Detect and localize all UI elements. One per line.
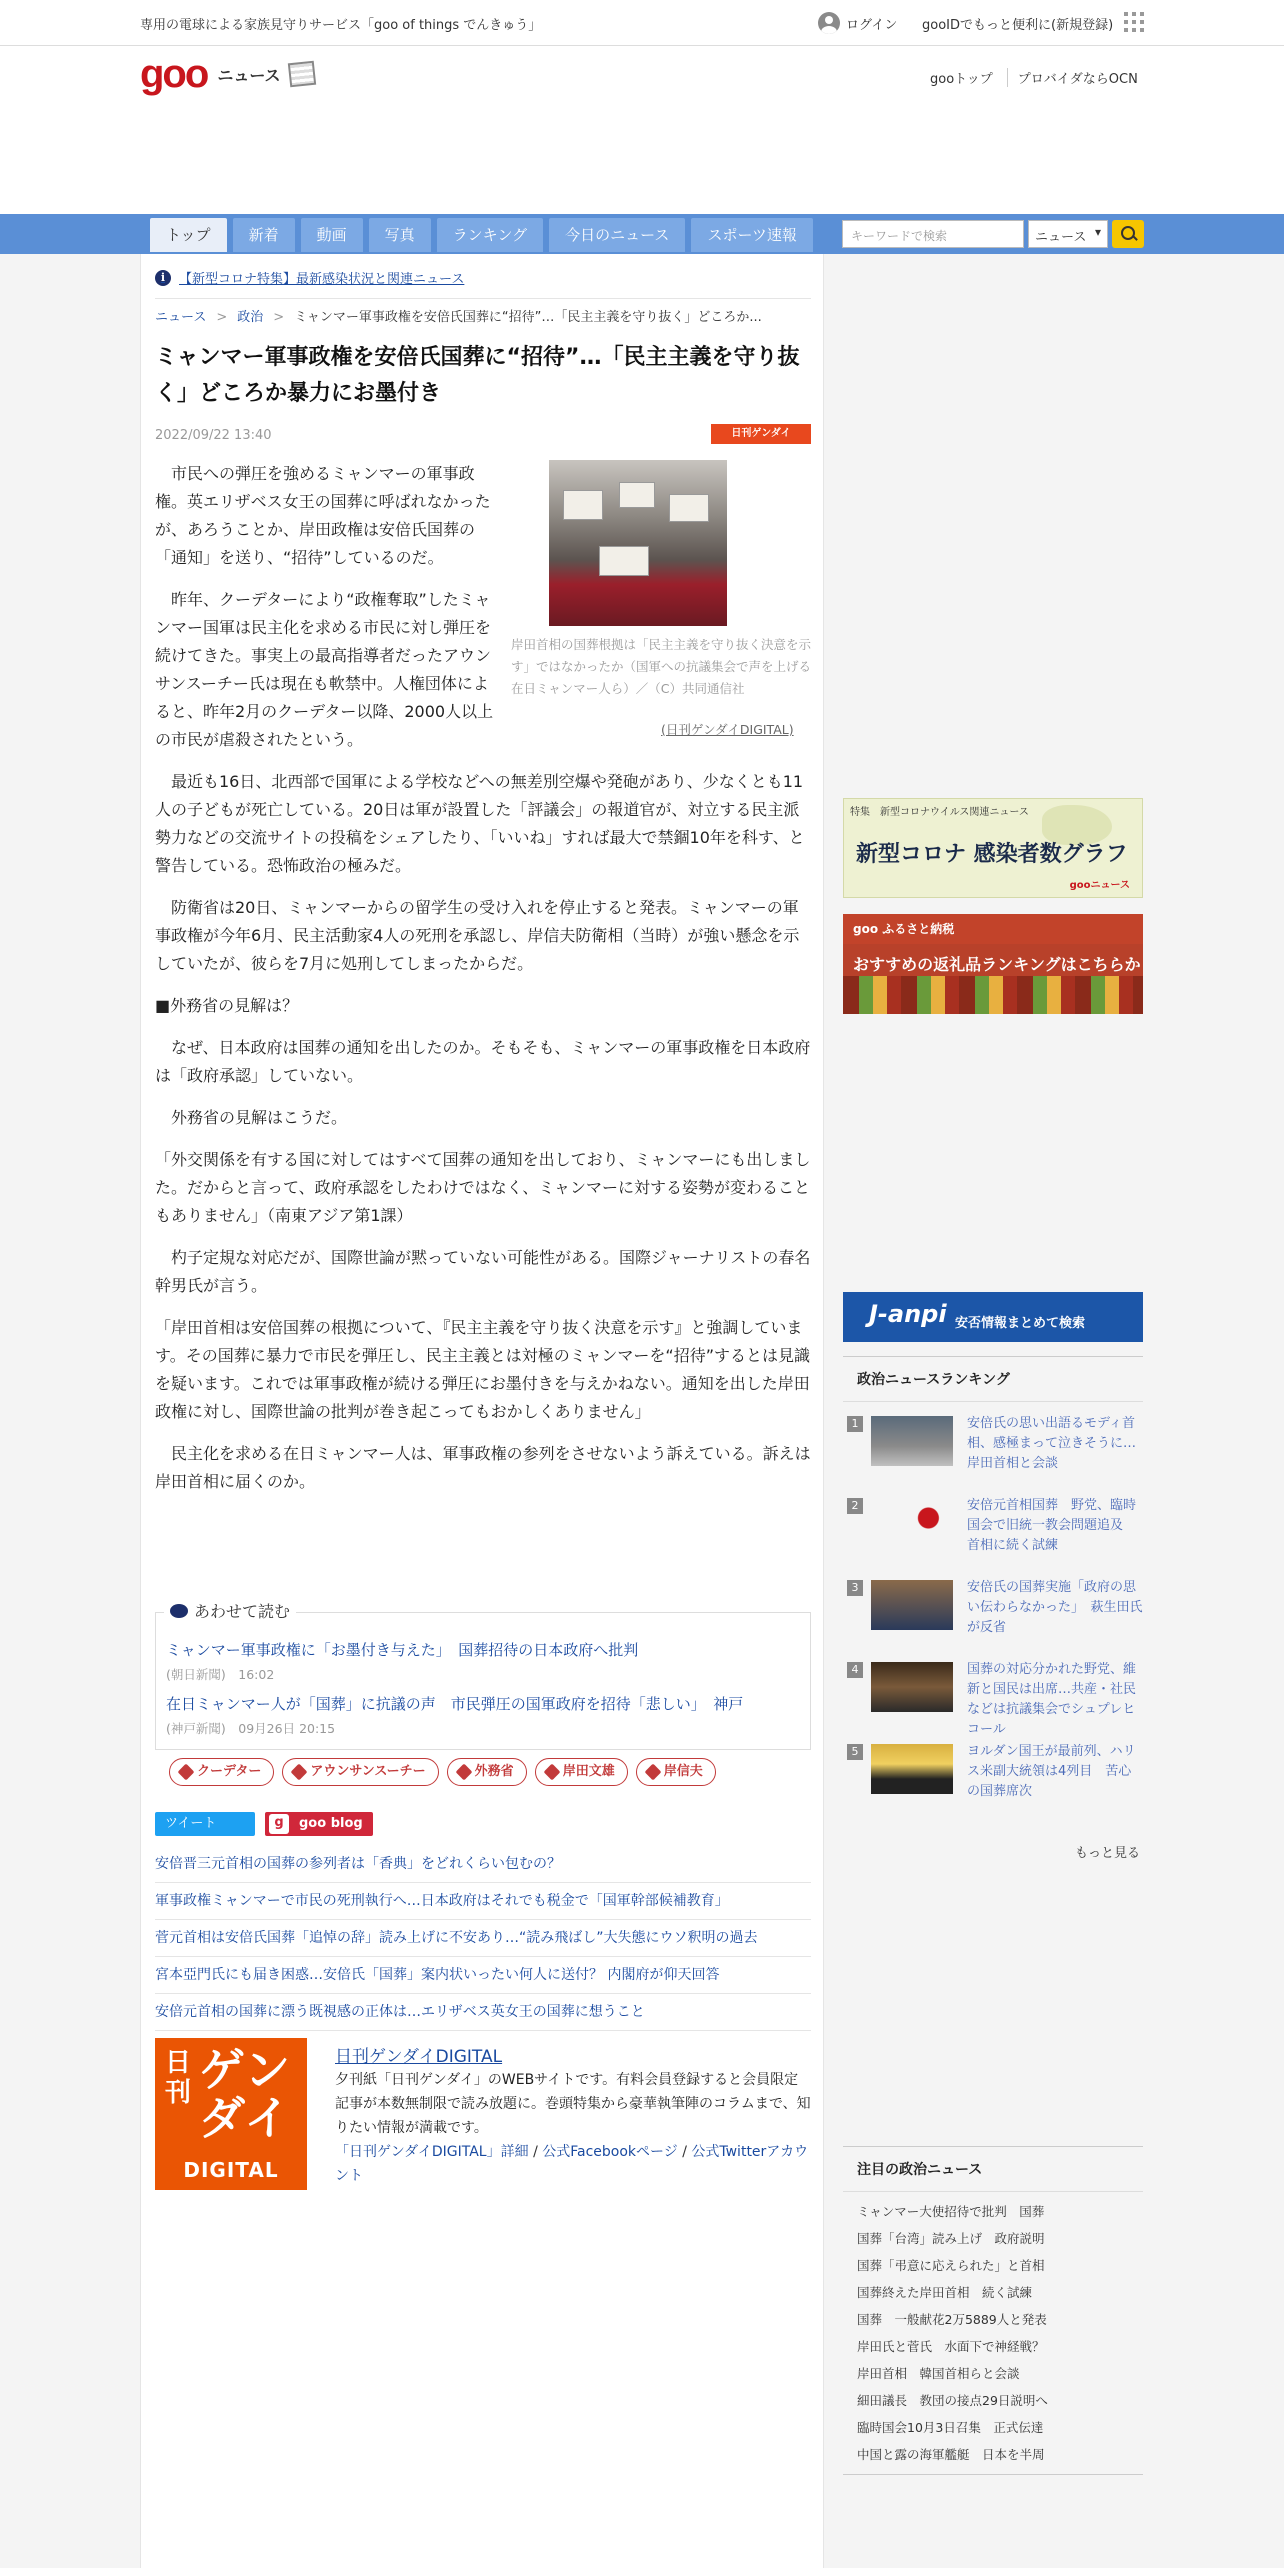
tag-label: アウンサンスーチー — [310, 1764, 426, 1779]
newspaper-icon — [287, 61, 315, 88]
focus-news-link[interactable]: 臨時国会10月3日召集 正式伝達 — [857, 2420, 1044, 2435]
furusato-banner[interactable] — [843, 914, 1143, 1014]
news-section-label: ニュース — [217, 65, 281, 85]
tag-suu-kyi[interactable] — [282, 1758, 438, 1786]
more-article-link[interactable]: 軍事政権ミャンマーで市民の死刑執行へ…日本政府はそれでも税金で「国軍幹部候補教育」 — [155, 1883, 811, 1920]
more-articles-list — [155, 1846, 811, 2031]
tag-label: 外務省 — [474, 1764, 514, 1779]
tab-top[interactable]: トップ — [150, 218, 227, 252]
focus-news-list — [857, 2198, 1143, 2468]
apps-grid-icon[interactable] — [1124, 12, 1144, 32]
divider — [155, 298, 811, 299]
article-paragraph: 市民への弾圧を強めるミャンマーの軍事政権。英エリザベス女王の国葬に呼ばれなかったが、あろうことか、岸田政権は安倍氏国葬の「通知」を送り、“招待”しているのだ。 — [155, 464, 491, 567]
focus-news-link[interactable]: ミャンマー大使招待で批判 国葬 — [857, 2204, 1045, 2219]
tag-label: クーデター — [197, 1764, 262, 1779]
breadcrumb-separator: > — [216, 310, 228, 325]
ranking-thumbnail — [871, 1416, 953, 1466]
publisher-description: 夕刊紙「日刊ゲンダイ」のWEBサイトです。有料会員登録すると会員限定記事が本数無制限で読み放題に。巻頭特集から豪華執筆陣のコラムまで、知りたい情報が満載です。 — [335, 2072, 811, 2136]
article-paragraph: 昨年、クーデターにより“政権奪取”したミャンマー国軍は民主化を求める市民に対し弾圧を続けてきた。事実上の最高指導者だったアウンサンスーチー氏は現在も軟禁中。人権団体によると、昨年2月のクーデター以降、2000人以上の市民が虐殺されたという。 — [155, 590, 494, 749]
related-articles — [155, 1602, 811, 1750]
related-meta — [166, 1719, 335, 1737]
header-links — [930, 68, 1152, 87]
ranking-heading: 政治ニュースランキング — [843, 1356, 1143, 1402]
focus-news-heading: 注目の政治ニュース — [843, 2146, 1143, 2192]
related-source: (神戸新聞) — [166, 1721, 226, 1736]
article-quote: 「岸田首相は安倍国葬の根拠について、『民主主義を守り抜く決意を示す』と強調しています。その国葬に暴力で市民を弾圧し、民主主義とは対極のミャンマーを“招待”するとは見識を疑います。これでは軍事政権が続ける弾圧にお墨付きを与えかねない。通知を出した岸田政権に対し、国際世論の批判が巻き起こってもおかしくありません」 — [155, 1318, 810, 1421]
photo-credit-link[interactable]: (日刊ゲンダイDIGITAL) — [661, 722, 794, 737]
publisher-logo-digital: DIGITAL — [183, 2158, 279, 2182]
ranking-thumbnail — [871, 1498, 953, 1548]
related-link[interactable]: 在日ミャンマー人が「国葬」に抗議の声 市民弾圧の国軍政府を招待「悲しい」 神戸 — [166, 1695, 744, 1713]
promo-link[interactable]: 専用の電球による家族見守りサービス「goo of things でんきゅう」 — [140, 18, 542, 33]
breadcrumb-separator: > — [273, 310, 285, 325]
article-paragraph: 防衛省は20日、ミャンマーからの留学生の受け入れを停止すると発表。ミャンマーの軍事政権が今年6月、民主活動家4人の死刑を承認し、岸信夫防衛相（当時）が強い懸念を示していたが、彼らを7月に処刑してしまったからだ。 — [155, 898, 800, 973]
source-logo[interactable]: 日刊ゲンダイDIGITAL — [711, 424, 811, 444]
covid-special-link[interactable] — [155, 268, 464, 287]
banner-caption: goo ふるさと納税 — [853, 922, 955, 936]
publisher-facebook-link[interactable]: 公式Facebookページ — [542, 2144, 678, 2160]
publisher-logo-big: ゲンダイ — [199, 2043, 291, 2145]
banner-title: 新型コロナ 感染者数グラフ — [856, 842, 1128, 867]
article-body — [155, 460, 811, 1510]
tag-mofa[interactable] — [447, 1758, 527, 1786]
publisher-twitter-link[interactable]: 公式Twitterアカウント — [335, 2144, 809, 2184]
tab-photo[interactable]: 写真 — [369, 218, 431, 252]
tag-list — [169, 1758, 724, 1786]
more-article-link[interactable]: 安倍晋三元首相の国葬の参列者は「香典」をどれくらい包むの？ — [155, 1846, 811, 1883]
rank-number: 1 — [847, 1416, 863, 1432]
ranking-more-link[interactable]: もっと見る — [1075, 1846, 1141, 1861]
related-source: (朝日新聞) — [166, 1667, 226, 1682]
article-paragraph: 杓子定規な対応だが、国際世論が黙っていない可能性がある。国際ジャーナリストの春名幹男氏が言う。 — [155, 1248, 811, 1295]
ranking-title: 国葬の対応分かれた野党、維新と国民は出席…共産・社民などは抗議集会でシュプレヒコール — [967, 1662, 1137, 1737]
related-time: 16:02 — [238, 1667, 275, 1682]
rank-number: 2 — [847, 1498, 863, 1514]
user-icon — [818, 12, 840, 34]
ranking-item[interactable] — [843, 1414, 1143, 1494]
tag-icon — [644, 1764, 661, 1781]
publisher-logo-small: 日刊 — [165, 2048, 192, 2108]
article-paragraph: なぜ、日本政府は国葬の通知を出したのか。そもそも、ミャンマーの軍事政権を日本政府は「政府承認」していない。 — [155, 1038, 811, 1085]
banner-title: おすすめの返礼品ランキングはこちらか — [853, 955, 1141, 974]
breadcrumb-news[interactable]: ニュース — [155, 310, 207, 325]
tab-video[interactable]: 動画 — [301, 218, 363, 252]
focus-news-link[interactable]: 国葬「弔意に応えられた」と首相 — [857, 2258, 1045, 2273]
ranking-thumbnail — [871, 1744, 953, 1794]
article-title: ミャンマー軍事政権を安倍氏国葬に“招待”…「民主主義を守り抜く」どころか暴力にお墨付き — [155, 345, 800, 406]
nav-bar — [0, 214, 1284, 254]
focus-news-link[interactable]: 中国と露の海軍艦艇 日本を半周 — [857, 2447, 1045, 2462]
breadcrumb-politics[interactable]: 政治 — [237, 310, 264, 325]
breadcrumb-current: ミャンマー軍事政権を安倍氏国葬に“招待”…「民主主義を守り抜く」どころか... — [294, 310, 762, 325]
article-paragraph: 外務省の見解はこうだ。 — [171, 1108, 348, 1127]
tag-coup[interactable] — [169, 1758, 274, 1786]
rank-number: 3 — [847, 1580, 863, 1596]
related-heading-text: あわせて読む — [194, 1602, 291, 1621]
more-article-link[interactable]: 宮本亞門氏にも届き困惑…安倍氏「国葬」案内状いったい何人に送付？ 内閣府が仰天回答 — [155, 1957, 811, 1994]
tag-icon — [178, 1764, 195, 1781]
janpi-banner[interactable] — [843, 1292, 1143, 1342]
login-button[interactable] — [818, 10, 897, 36]
breadcrumb — [155, 306, 811, 325]
focus-news-link[interactable]: 岸田氏と菅氏 水面下で神経戦？ — [857, 2339, 1045, 2354]
focus-news-link[interactable]: 細田議長 教団の接点29日説明へ — [857, 2393, 1048, 2408]
rank-number: 4 — [847, 1662, 863, 1678]
banner-brand: gooニュース — [1069, 880, 1130, 891]
tag-icon — [291, 1764, 308, 1781]
photo-caption: 岸田首相の国葬根拠は「民主主義を守り抜く決意を示す」ではなかったか（国軍への抗議集会で声を上げる在日ミャンマー人ら）／（C）共同通信社 — [511, 637, 812, 696]
nav-tabs — [150, 214, 819, 252]
related-meta — [166, 1665, 274, 1683]
covid-graph-banner[interactable] — [843, 798, 1143, 898]
goo-top-link[interactable]: gooトップ — [930, 72, 993, 87]
ranking-title: 安倍氏の国葬実施「政府の思い伝わらなかった」 萩生田氏が反省 — [967, 1580, 1143, 1635]
article-date: 2022/09/22 13:40 — [155, 428, 272, 443]
ranking-title: 安倍氏の思い出語るモディ首相、感極まって泣きそうに…岸田首相と会談 — [967, 1416, 1137, 1471]
tab-ranking[interactable]: ランキング — [437, 218, 544, 252]
ranking-item[interactable] — [843, 1496, 1143, 1576]
banner-caption: 特集 新型コロナウイルス関連ニュース — [850, 807, 1029, 818]
tag-kishida[interactable] — [535, 1758, 628, 1786]
publisher-name-link[interactable]: 日刊ゲンダイDIGITAL — [335, 2047, 503, 2067]
more-article-link[interactable]: 菅元首相は安倍氏国葬「追悼の辞」読み上げに不安あり…“読み飛ばし”大失態にウソ釈明の過去 — [155, 1920, 811, 1957]
goo-blog-button[interactable]: g goo blog — [265, 1812, 373, 1836]
related-time: 09月26日 20:15 — [238, 1721, 336, 1736]
search-input[interactable]: キーワードで検索 — [842, 220, 1024, 248]
goo-news-logo[interactable] — [140, 54, 315, 94]
ocn-link[interactable]: プロバイダならOCN — [1007, 68, 1152, 87]
login-label: ログイン — [846, 17, 898, 33]
related-link[interactable]: ミャンマー軍事政権に「お墨付き与えた」 国葬招待の日本政府へ批判 — [166, 1641, 639, 1659]
ranking-thumbnail — [871, 1662, 953, 1712]
ranking-title: ヨルダン国王が最前列、ハリス米副大統領は4列目 苦心の国葬席次 — [967, 1744, 1136, 1799]
search-button[interactable] — [1112, 220, 1144, 248]
tweet-button[interactable]: ツイート — [155, 1812, 255, 1836]
publisher-links: 「日刊ゲンダイDIGITAL」詳細 / 公式Facebookページ / 公式Twitterアカウント — [335, 2144, 809, 2184]
focus-news-link[interactable]: 国葬終えた岸田首相 続く試練 — [857, 2285, 1033, 2300]
tag-icon — [455, 1764, 472, 1781]
article-column — [140, 254, 824, 2568]
janpi-text: 安否情報まとめて検索 — [955, 1316, 1086, 1331]
search-scope-select[interactable]: ニュース ▾ — [1028, 220, 1108, 248]
tab-today[interactable]: 今日のニュース — [549, 218, 685, 252]
gooid-register-link[interactable]: gooIDでもっと便利に(新規登録) — [922, 18, 1114, 33]
rank-number: 5 — [847, 1744, 863, 1760]
ranking-item[interactable] — [843, 1742, 1143, 1822]
covid-link-text: 【新型コロナ特集】最新感染状況と関連ニュース — [179, 272, 465, 287]
info-icon: i — [155, 270, 171, 286]
tag-icon — [543, 1764, 560, 1781]
article-subheading: ■外務省の見解は？ — [155, 996, 299, 1015]
ranking-title: 安倍元首相国葬 野党、臨時国会で旧統一教会問題追及 首相に続く試練 — [967, 1498, 1137, 1553]
goo-logo-text: goo — [140, 52, 208, 96]
tag-kishi[interactable] — [636, 1758, 716, 1786]
tag-label: 岸信夫 — [663, 1764, 703, 1779]
tab-new[interactable]: 新着 — [233, 218, 295, 252]
focus-news-link[interactable]: 国葬「台湾」読み上げ 政府説明 — [857, 2231, 1045, 2246]
top-bar — [0, 0, 1284, 46]
more-article-link[interactable]: 安倍元首相の国葬に漂う既視感の正体は…エリザベス英女王の国葬に想うこと — [155, 1994, 811, 2031]
ranking-item[interactable] — [843, 1660, 1143, 1740]
ranking-thumbnail — [871, 1580, 953, 1630]
ranking-item[interactable] — [843, 1578, 1143, 1658]
publisher-logo[interactable] — [155, 2038, 307, 2190]
publisher-detail-link[interactable]: 「日刊ゲンダイDIGITAL」詳細 — [335, 2144, 529, 2160]
tab-sports[interactable]: スポーツ速報 — [691, 218, 812, 252]
divider — [843, 2474, 1143, 2475]
tag-label: 岸田文雄 — [562, 1764, 615, 1779]
article-paragraph: 民主化を求める在日ミャンマー人は、軍事政権の参列をさせないよう訴えている。訴えは岸田首相に届くのか。 — [155, 1444, 811, 1491]
produce-image — [843, 976, 1143, 1014]
related-heading — [164, 1599, 296, 1622]
site-header — [0, 46, 1284, 214]
article-paragraph: 最近も16日、北西部で国軍による学校などへの無差別空爆や発砲があり、少なくとも11人の子どもが死亡している。20日は軍が設置した「評議会」の報道官が、対立する民主派勢力などの交流サイトの投稿をシェアしたり、「いいね」すれば最大で禁錮10年を科す、と警告している。恐怖政治の極みだ。 — [155, 772, 805, 875]
chat-bubble-icon — [170, 1604, 188, 1618]
focus-news-link[interactable]: 国葬 一般献花2万5889人と発表 — [857, 2312, 1047, 2327]
janpi-logo: J-anpi — [869, 1300, 947, 1328]
article-quote: 「外交関係を有する国に対してはすべて国葬の通知を出しており、ミャンマーにも出しました。だからと言って、政府承認をしたわけではなく、ミャンマーに対する姿勢が変わることもありません」（南東アジア第1課） — [155, 1150, 811, 1225]
focus-news-link[interactable]: 岸田首相 韓国首相らと会談 — [857, 2366, 1020, 2381]
